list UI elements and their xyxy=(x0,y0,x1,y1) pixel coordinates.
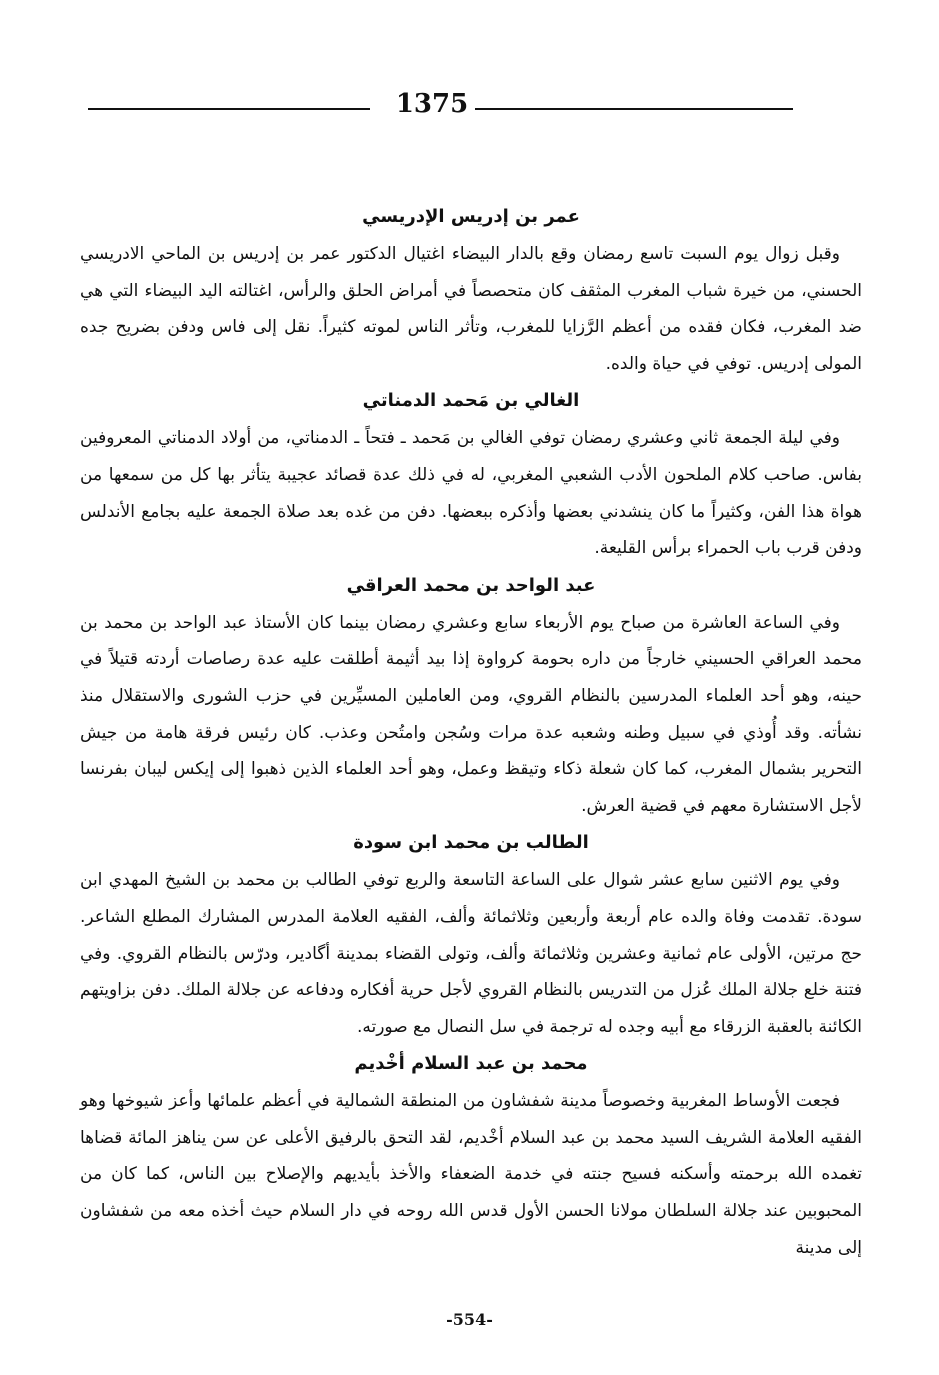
section-body: وقبل زوال يوم السبت تاسع رمضان وقع بالدار البيضاء اغتيال الدكتور عمر بن إدريس بن الماحي الادريسي الحسني، من خيرة شباب المغرب المثقف كان متحصصاً في أمراض الحلق والرأس، اغتالته اليد البيضاء التي هي ضد المغرب، فكان فقده من أعظم الرَّزايا للمغرب، وتأثر الناس لموته كثيراً. نقل إلى فاس ودفن بضريح جده المولى إدريس. توفي في حياة والده. xyxy=(80,244,862,374)
document-body xyxy=(80,198,862,1266)
header-page-number: 1375 xyxy=(395,89,469,119)
section-body: وفي يوم الاثنين سابع عشر شوال على الساعة التاسعة والربع توفي الطالب بن محمد بن الشيخ المهدي ابن سودة. تقدمت وفاة والده عام أربعة وأربعين وثلاثمائة وألف، الفقيه العلامة المدرس المشارك المطلع الشاعر. حج مرتين، الأولى عام ثمانية وعشرين وثلاثمائة وألف، وتولى القضاء بمدينة أگادير، ودرّس بالنظام القروي. وفي فتنة خلع جلالة الملك عُزل من التدريس بالنظام القروي لأجل حرية أفكاره ودفاعه عن جلالة الملك. دفن بزاويتهم الكائنة بالعقبة الزرقاء مع أبيه وجده له ترجمة في سل النصال مع صورته. xyxy=(80,870,862,1037)
section-body: وفي ليلة الجمعة ثاني وعشري رمضان توفي الغالي بن مَحمد ـ فتحاً ـ الدمناتي، من أولاد الدمناتي المعروفين بفاس. صاحب كلام الملحون الأدب الشعبي المغربي، له في ذلك عدة قصائد عجيبة يتأثر بها كل من سمعها من هواة هذا الفن، وكثيراً ما كان ينشدني بعضها وأذكره ببعضها. دفن من غده بعد صلاة الجمعة عليه بجامع الأندلس ودفن قرب باب الحمراء برأس القليعة. xyxy=(80,428,862,559)
section-title: عبد الواحد بن محمد العراقي xyxy=(346,574,596,596)
page-footer-number: -554- xyxy=(446,1310,493,1329)
section-omar-idrissi xyxy=(80,198,862,382)
header-rule-left xyxy=(88,108,370,110)
section-title: الطالب بن محمد ابن سودة xyxy=(353,832,589,854)
page-header xyxy=(88,84,793,124)
section-ghali-demnati xyxy=(80,382,862,566)
section-body: وفي الساعة العاشرة من صباح يوم الأربعاء سابع وعشري رمضان بينما كان الأستاذ عبد الواحد بن محمد بن محمد العراقي الحسيني خارجاً من داره بحومة كرواوة إذا بيد أثيمة أطلقت عليه عدة رصاصات أردته قتيلاً في حينه، وهو أحد العلماء المدرسين بالنظام القروي، ومن العاملين المسيِّرين في حزب الشورى والاستقلال منذ نشأته. وقد أُوذي في سبيل وطنه وشعبه عدة مرات وسُجن وامتُحن وعذب. كان رئيس فرقة هامة من جيش التحرير بشمال المغرب، كما كان شعلة ذكاء وتيقظ وعمل، وهو أحد العلماء الذين ذهبوا إلى إيكس ليبان بفرنسا لأجل الاستشارة معهم في قضية العرش. xyxy=(80,612,862,816)
section-title: الغالي بن مَحمد الدمناتي xyxy=(362,390,580,412)
section-taleb-ibn-souda xyxy=(80,824,862,1045)
section-title: محمد بن عبد السلام أخْديم xyxy=(354,1053,588,1075)
section-mohamed-akhdim xyxy=(80,1045,862,1266)
section-body: فجعت الأوساط المغربية وخصوصاً مدينة شفشاون من المنطقة الشمالية في أعظم علمائها وأعز شيوخها وهو الفقيه العلامة الشريف السيد محمد بن عبد السلام أخْديم، لقد التحق بالرفيق الأعلى عن سن يناهز المائة قضاها تغمده الله برحمته وأسكنه فسيح جنته في خدمة الضعفاء والأخذ بأيديهم والإصلاح بين الناس، كما كان من المحبوبين عند جلالة السلطان مولانا الحسن الأول قدس الله روحه في دار السلام حيث أخذه معه من شفشاون إلى مدينة xyxy=(80,1091,862,1258)
section-abdelouahed-iraqi xyxy=(80,567,862,825)
header-rule-right xyxy=(475,108,793,110)
section-title: عمر بن إدريس الإدريسي xyxy=(362,206,580,227)
